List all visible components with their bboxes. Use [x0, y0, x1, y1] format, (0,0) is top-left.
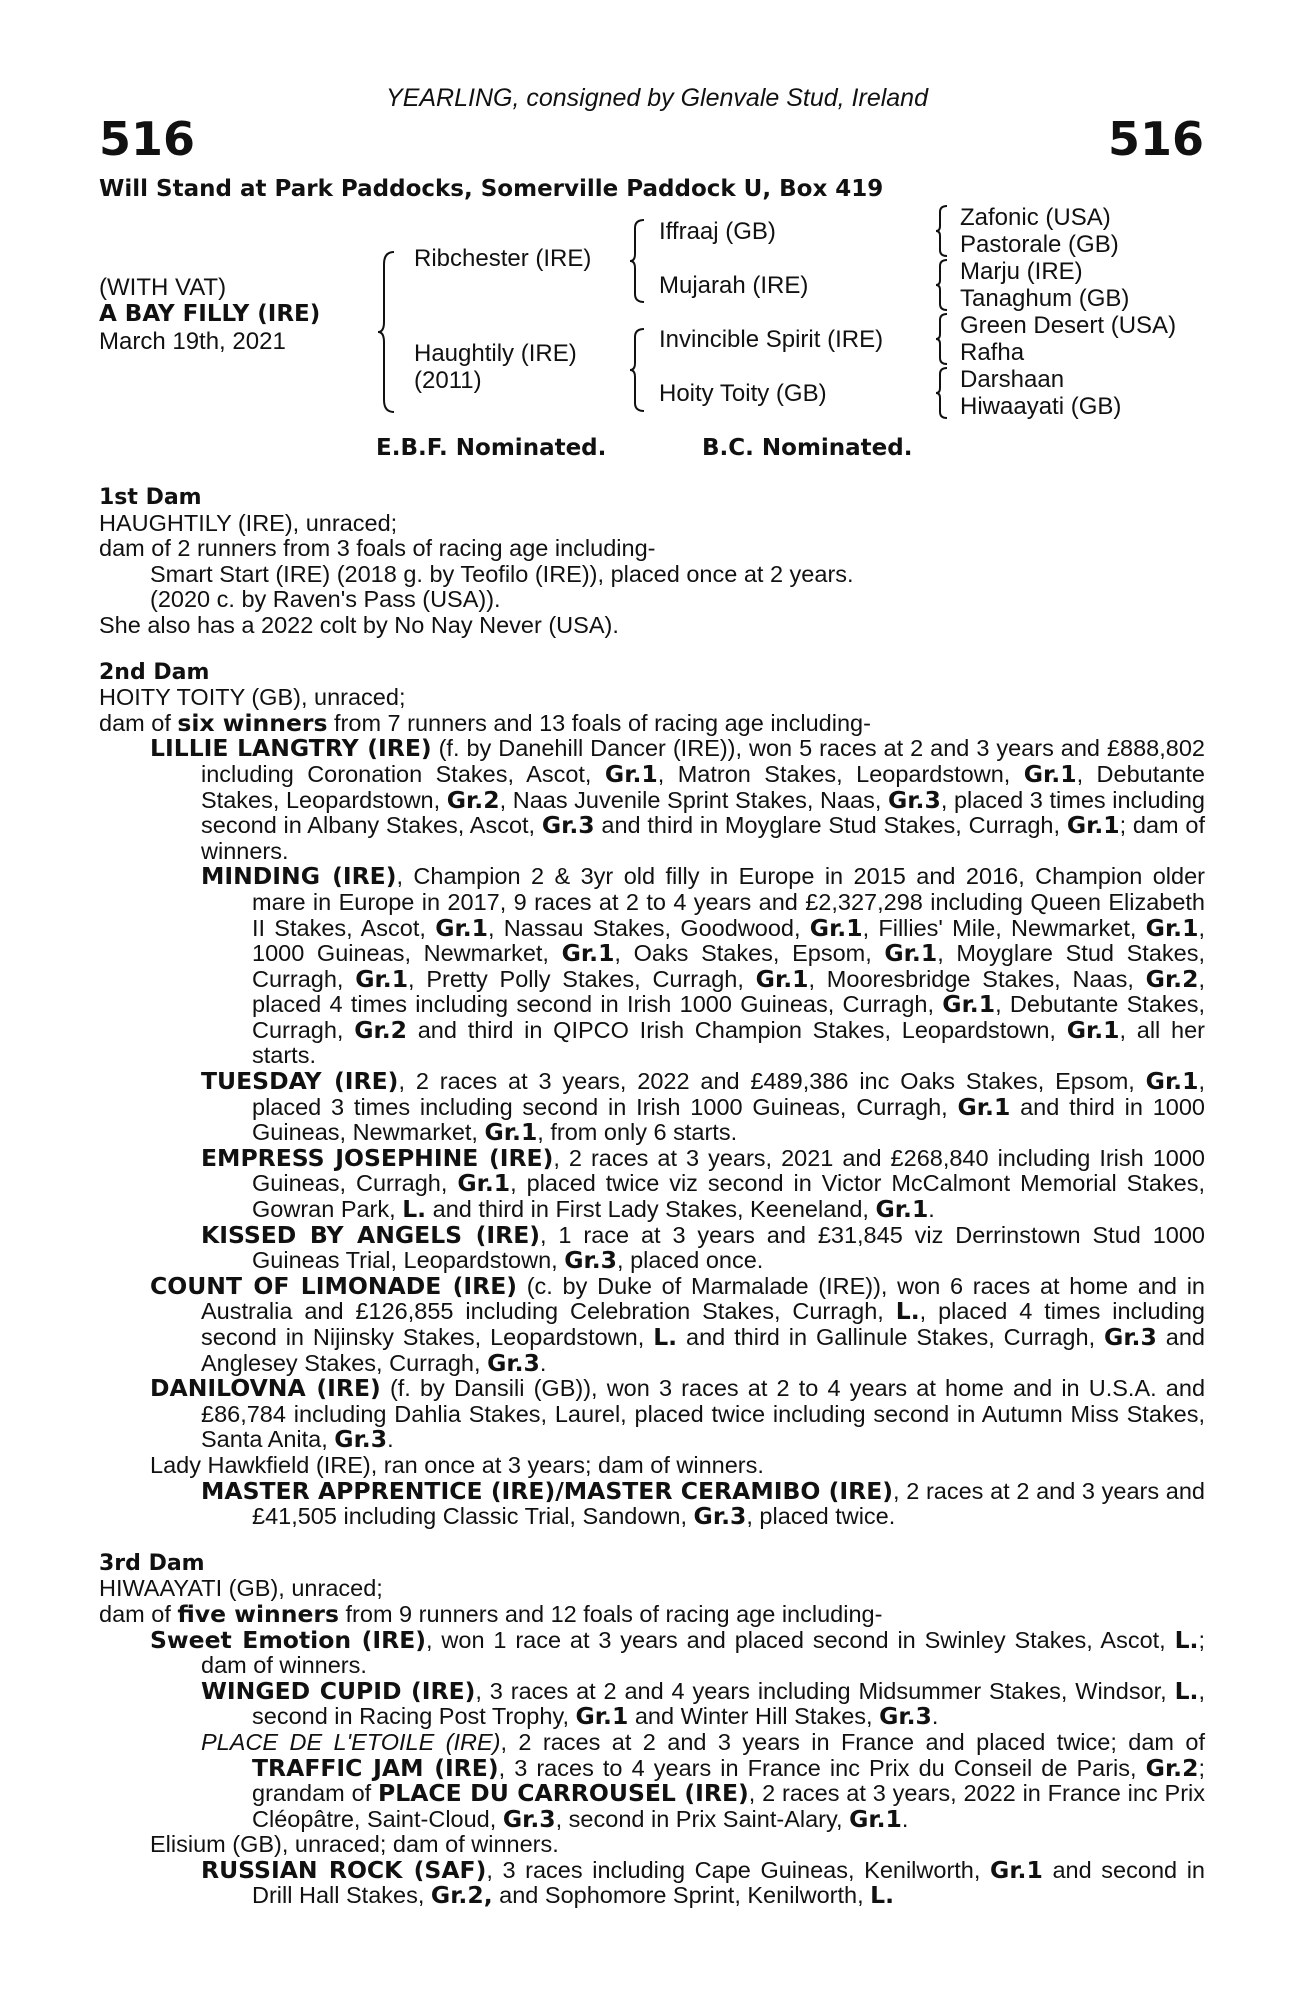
pedigree-sire-dam: Mujarah (IRE) [659, 272, 809, 299]
produce-entry: Lady Hawkfield (IRE), ran once at 3 years; dam of winners. [150, 1451, 764, 1478]
dam-line: dam of 2 runners from 3 foals of racing age including- [99, 535, 656, 562]
lot-number-left: 516 [99, 112, 196, 166]
section-heading: 1st Dam [99, 485, 202, 510]
pedigree-gg-7: Darshaan [960, 366, 1065, 393]
dam-line: dam of five winners from 9 runners and 12 foals of racing age including- [99, 1599, 883, 1628]
subject-name: A BAY FILLY (IRE) [99, 301, 321, 327]
vat-note: (WITH VAT) [99, 274, 227, 301]
produce-entry: LILLIE LANGTRY (IRE) (f. by Danehill Dancer (IRE)), won 5 races at 2 and 3 years and £888,802 including Coronation Stakes, Ascot, Gr.1, Matron Stakes, Leopardstown, Gr.1, Debutante Stakes, Leopardstown, Gr.2, Naas Juvenile Sprint Stakes, Naas, Gr.3, placed 3 times including second in Albany Stakes, Ascot, Gr.3 and third in Moyglare Stud Stakes, Curragh, Gr.1; dam of winners. [150, 734, 1206, 864]
produce-entry: MASTER APPRENTICE (IRE)/MASTER CERAMIBO (IRE), 2 races at 2 and 3 years and £41,505 including Classic Trial, Sandown, Gr.3, placed twice. [201, 1476, 1205, 1531]
produce-entry: COUNT OF LIMONADE (IRE) (c. by Duke of Marmalade (IRE)), won 6 races at home and in Australia and £126,855 including Celebration Stakes, Curragh, L., placed 4 times including second in Nijinsky Stakes, Leopardstown, L. and third in Gallinule Stakes, Curragh, Gr.3 and Anglesey Stakes, Curragh, Gr.3. [150, 1271, 1206, 1377]
foaling-date: March 19th, 2021 [99, 328, 286, 355]
catalogue-body [99, 485, 1205, 1909]
produce-line: Smart Start (IRE) (2018 g. by Teofilo (IRE)), placed once at 2 years. [150, 560, 854, 587]
produce-entry: TUESDAY (IRE), 2 races at 3 years, 2022 and £489,386 inc Oaks Stakes, Epsom, Gr.1, placed 3 times including second in Irish 1000 Guineas, Curragh, Gr.1 and third in 1000 Guineas, Newmarket, Gr.1, from only 6 starts. [201, 1067, 1205, 1147]
horse-name: PLACE DE L'ETOILE (IRE) [201, 1728, 501, 1755]
ebf-nomination: E.B.F. Nominated. [376, 435, 607, 461]
pedigree-brace-sire [628, 218, 648, 304]
pedigree-brace-gg1 [934, 204, 950, 258]
section-heading: 3rd Dam [99, 1550, 205, 1576]
pedigree-brace-gg2 [934, 258, 950, 312]
second-dam-section [99, 660, 1205, 1530]
produce-entry: MINDING (IRE), Champion 2 & 3yr old filly in Europe in 2015 and 2016, Champion older mare in Europe in 2017, 9 races at 2 to 4 years and £2,327,298 including Queen Elizabeth II Stakes, Ascot, Gr.1, Nassau Stakes, Goodwood, Gr.1, Fillies' Mile, Newmarket, Gr.1, 1000 Guineas, Newmarket, Gr.1, Oaks Stakes, Epsom, Gr.1, Moyglare Stud Stakes, Curragh, Gr.1, Pretty Polly Stakes, Curragh, Gr.1, Mooresbridge Stakes, Naas, Gr.2, placed 4 times including second in Irish 1000 Guineas, Curragh, Gr.1, Debutante Stakes, Curragh, Gr.2 and third in QIPCO Irish Champion Stakes, Leopardstown, Gr.1, all her starts. [201, 862, 1206, 1069]
pedigree-gg-6: Rafha [960, 339, 1025, 366]
produce-entry: PLACE DE L'ETOILE (IRE), 2 races at 2 and 3 years in France and placed twice; dam of TRAFFIC JAM (IRE), 3 races to 4 years in France inc Prix du Conseil de Paris, Gr.2; grandam of PLACE DU CARROUSEL (IRE), 2 races at 3 years, 2022 in France inc Prix Cléopâtre, Saint-Cloud, Gr.3, second in Prix Saint-Alary, Gr.1. [201, 1728, 1205, 1833]
horse-name: COUNT OF LIMONADE (IRE) [150, 1271, 518, 1300]
produce-entry: RUSSIAN ROCK (SAF), 3 races including Cape Guineas, Kenilworth, Gr.1 and second in Drill Hall Stakes, Gr.2, and Sophomore Sprint, Kenilworth, L. [201, 1855, 1206, 1910]
pedigree-dam-year: (2011) [414, 367, 482, 394]
produce-entry: DANILOVNA (IRE) (f. by Dansili (GB)), won 3 races at 2 to 4 years at home and in U.S.A. and £86,784 including Dahlia Stakes, Laurel, placed twice including second in Autumn Miss Stakes, Santa Anita, Gr.3. [150, 1374, 1206, 1454]
pedigree-sire: Ribchester (IRE) [414, 245, 592, 272]
pedigree-brace-gg4 [934, 366, 950, 420]
third-dam-section [99, 1551, 1205, 1909]
stand-location: Will Stand at Park Paddocks, Somerville Paddock U, Box 419 [99, 176, 884, 202]
horse-name: WINGED CUPID (IRE) [201, 1676, 476, 1705]
produce-entry: WINGED CUPID (IRE), 3 races at 2 and 4 years including Midsummer Stakes, Windsor, L., second in Racing Post Trophy, Gr.1 and Winter Hill Stakes, Gr.3. [201, 1676, 1206, 1731]
consignment-header: YEARLING, consigned by Glenvale Stud, Ireland [386, 84, 928, 112]
pedigree-dam: Haughtily (IRE) [414, 340, 577, 367]
horse-name: LILLIE LANGTRY (IRE) [150, 734, 432, 763]
horse-name: KISSED BY ANGELS (IRE) [201, 1220, 541, 1249]
pedigree-gg-4: Tanaghum (GB) [960, 285, 1130, 312]
pedigree-brace-dam [628, 327, 648, 413]
bc-nomination: B.C. Nominated. [702, 435, 913, 461]
dam-line: HIWAAYATI (GB), unraced; [99, 1575, 383, 1602]
horse-name: RUSSIAN ROCK (SAF) [201, 1855, 487, 1884]
first-dam-section [99, 485, 1205, 639]
produce-entry: KISSED BY ANGELS (IRE), 1 race at 3 years and £31,845 viz Derrinstown Stud 1000 Guineas Trial, Leopardstown, Gr.3, placed once. [201, 1220, 1205, 1275]
pedigree-brace-main [376, 250, 400, 414]
produce-entry: Elisium (GB), unraced; dam of winners. [150, 1831, 559, 1858]
dam-line: She also has a 2022 colt by No Nay Never (USA). [99, 611, 619, 638]
horse-name: Sweet Emotion (IRE) [150, 1625, 427, 1654]
produce-line: (2020 c. by Raven's Pass (USA)). [150, 586, 501, 613]
produce-entry: Sweet Emotion (IRE), won 1 race at 3 years and placed second in Swinley Stakes, Ascot, L.; dam of winners. [150, 1625, 1205, 1679]
lot-number-right: 516 [1107, 112, 1204, 166]
horse-name: MINDING (IRE) [201, 862, 397, 891]
dam-line: dam of six winners from 7 runners and 13 foals of racing age including- [99, 708, 871, 737]
pedigree-gg-5: Green Desert (USA) [960, 312, 1177, 339]
horse-name: MASTER APPRENTICE (IRE)/MASTER CERAMIBO (IRE) [201, 1476, 894, 1505]
pedigree-gg-3: Marju (IRE) [960, 258, 1083, 285]
horse-name: EMPRESS JOSEPHINE (IRE) [201, 1143, 554, 1172]
section-heading: 2nd Dam [99, 659, 210, 685]
pedigree-gg-2: Pastorale (GB) [960, 231, 1119, 258]
dam-line: HAUGHTILY (IRE), unraced; [99, 509, 398, 536]
produce-entry: EMPRESS JOSEPHINE (IRE), 2 races at 3 years, 2021 and £268,840 including Irish 1000 Guineas, Curragh, Gr.1, placed twice viz second in Victor McCalmont Memorial Stakes, Gowran Park, L. and third in First Lady Stakes, Keeneland, Gr.1. [201, 1143, 1205, 1224]
pedigree-gg-1: Zafonic (USA) [960, 204, 1111, 231]
pedigree-dam-dam: Hoity Toity (GB) [659, 380, 827, 407]
pedigree-brace-gg3 [934, 312, 950, 366]
horse-name: DANILOVNA (IRE) [150, 1374, 381, 1403]
horse-name: TUESDAY (IRE) [201, 1067, 399, 1096]
pedigree-gg-8: Hiwaayati (GB) [960, 393, 1122, 420]
pedigree-sire-sire: Iffraaj (GB) [659, 218, 776, 245]
pedigree-dam-sire: Invincible Spirit (IRE) [659, 326, 884, 353]
dam-line: HOITY TOITY (GB), unraced; [99, 684, 406, 711]
